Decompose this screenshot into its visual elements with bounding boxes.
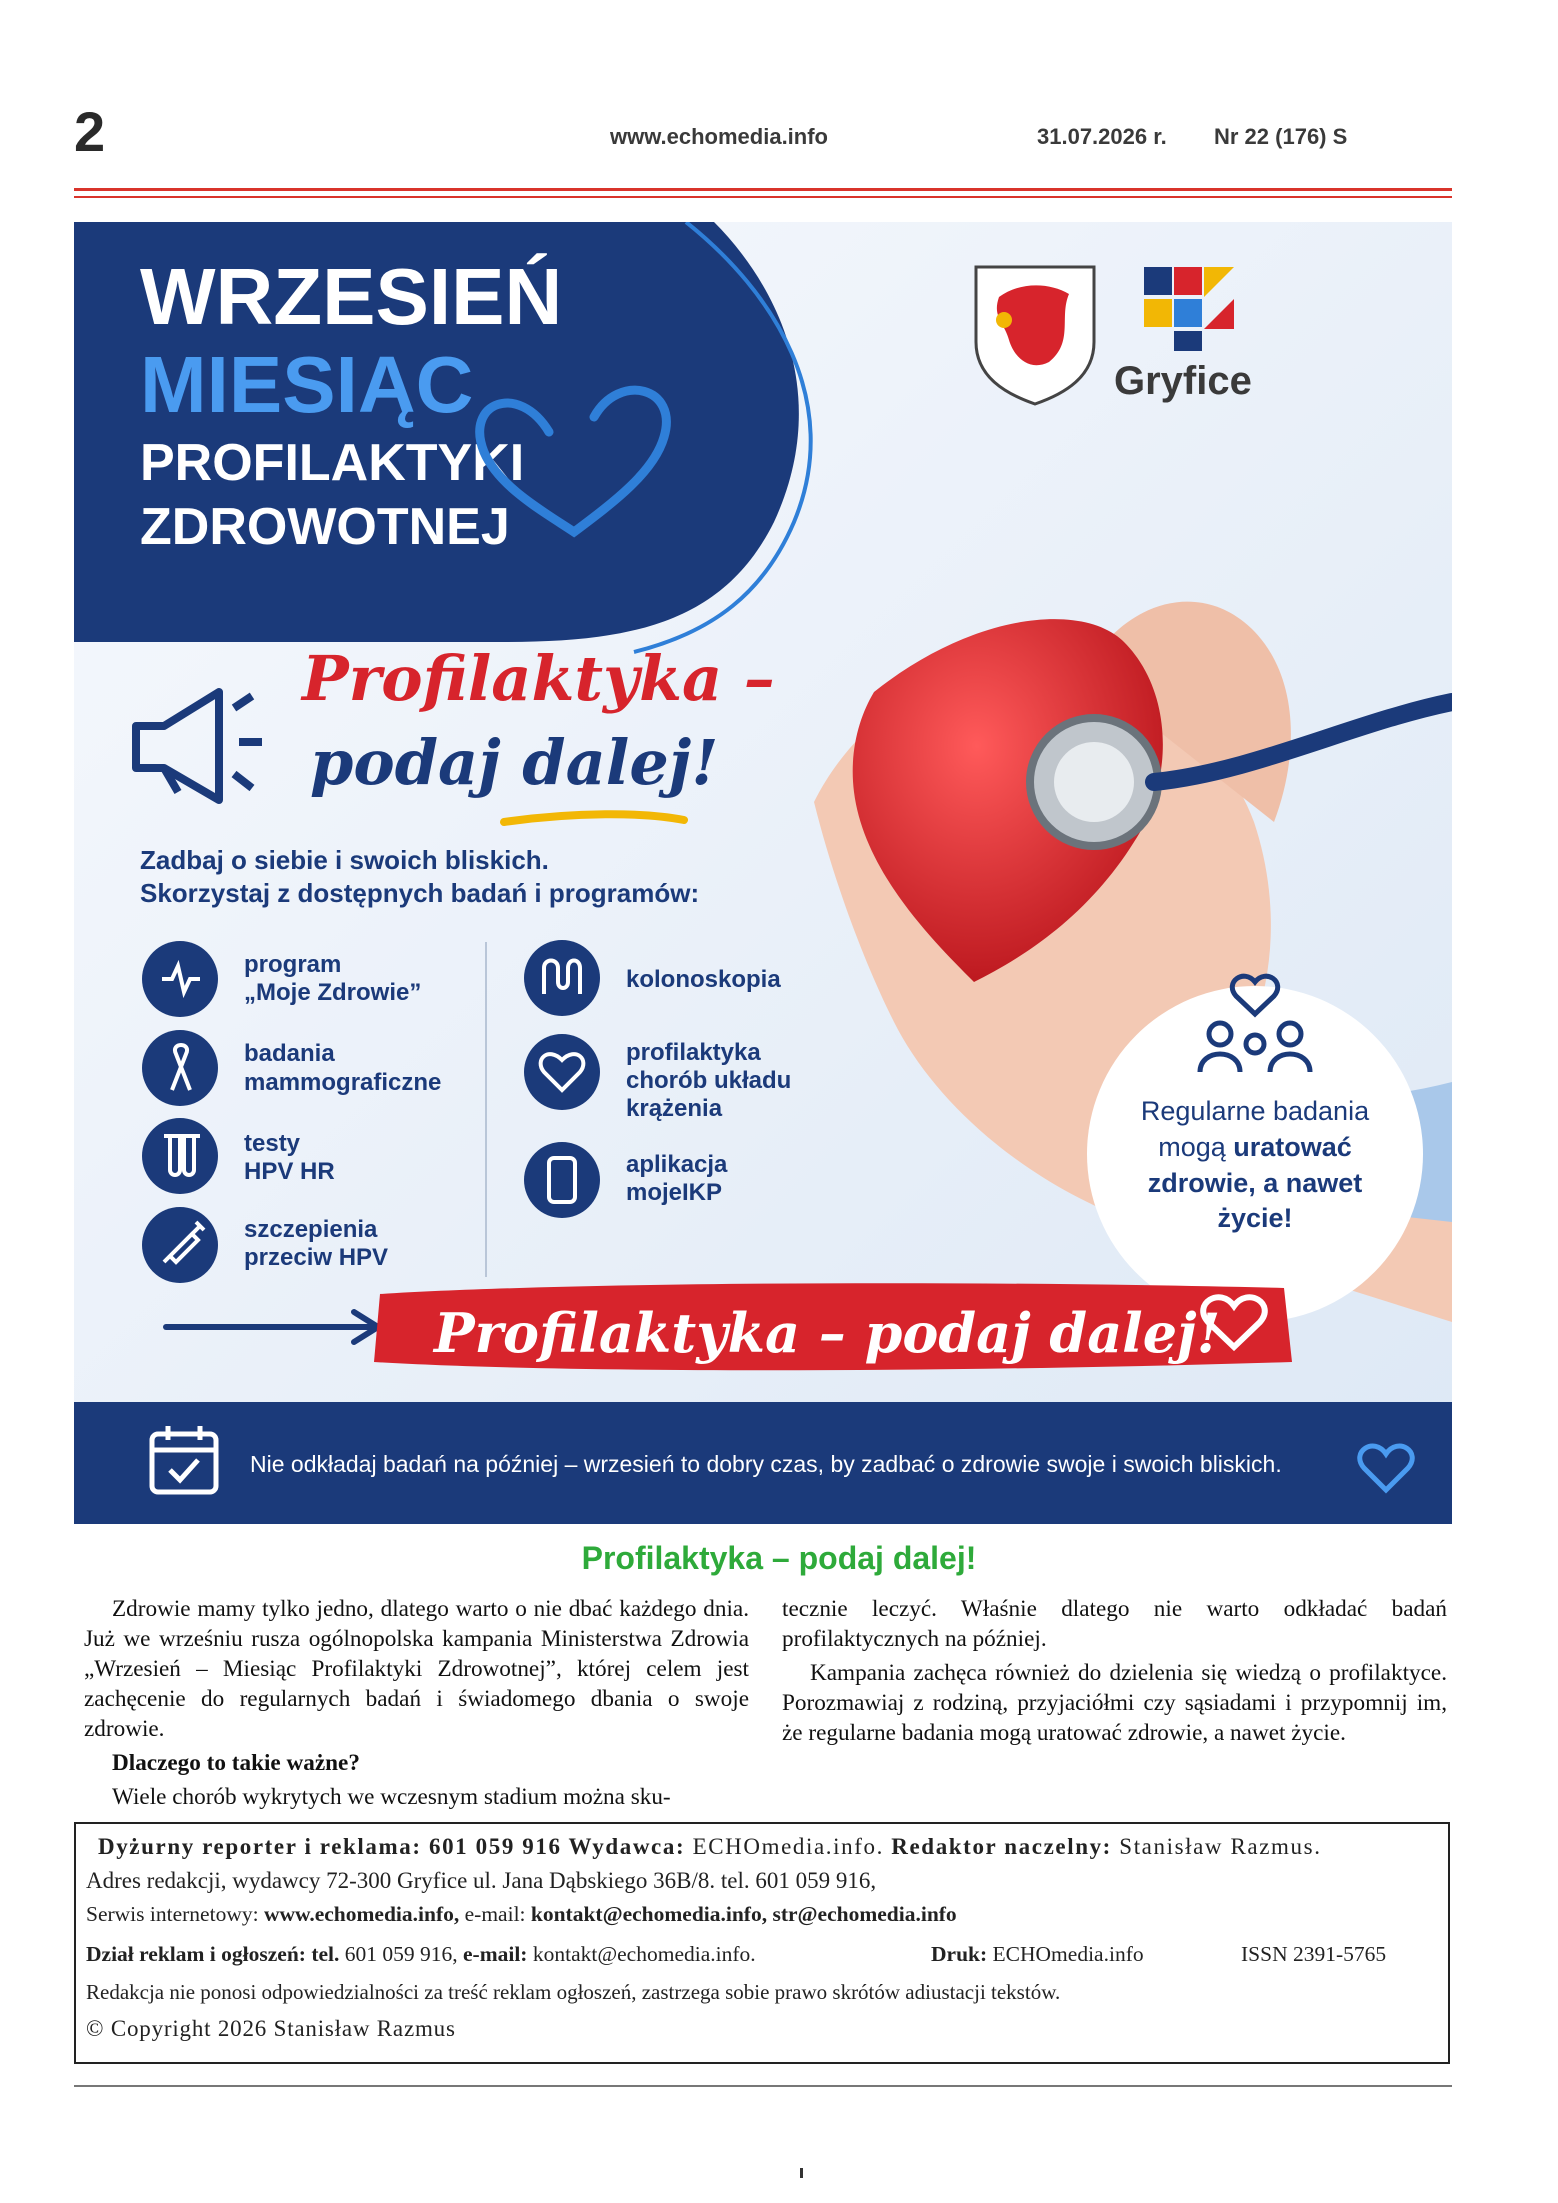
service-label: testy — [244, 1130, 301, 1157]
service-label: krążenia — [626, 1095, 723, 1122]
colophon-value: 601 059 916, — [339, 1942, 463, 1966]
page-mark — [800, 2168, 803, 2178]
poster-title-line2: MIESIĄC — [140, 340, 474, 429]
colophon-line-4 — [86, 1942, 1436, 1967]
poster-title-line4: ZDROWOTNEJ — [140, 498, 510, 556]
test-tubes-icon — [164, 1136, 200, 1175]
circle-text: Regularne badania — [1140, 1096, 1370, 1126]
article-paragraph: Kampania zachęca również do dzielenia się wiedzą o profilaktyce. Porozmawiaj z rodziną, przyjaciółmi czy sąsiadami i przypomnij im, że regularne badania mogą uratować zdrowie, a nawet życie. — [782, 1660, 1447, 1746]
colophon-issn: ISSN 2391-5765 — [1241, 1942, 1387, 1966]
banner-text: Profilaktyka – podaj dalej! — [434, 1301, 1221, 1365]
colophon-value: ECHOmedia.info — [987, 1942, 1144, 1966]
service-label: mammograficzne — [244, 1069, 442, 1096]
article-column-1 — [84, 1594, 749, 1816]
campaign-poster — [74, 222, 1452, 1524]
colophon-box — [74, 1822, 1450, 2064]
colophon-line-6: © Copyright 2026 Stanisław Razmus — [86, 2016, 456, 2041]
circle-text: mogą uratować — [1158, 1132, 1352, 1162]
article-paragraph: Wiele chorób wykrytych we wczesnym stadium można sku- — [112, 1784, 671, 1810]
service-label: chorób układu — [626, 1067, 792, 1094]
service-label: mojeIKP — [626, 1179, 723, 1206]
service-label: przeciw HPV — [244, 1244, 389, 1271]
town-name: Gryfice — [1114, 359, 1252, 403]
colophon-email-link[interactable]: kontakt@echomedia.info, str@echomedia.info — [530, 1902, 957, 1926]
colophon-label: Druk: — [931, 1942, 988, 1966]
service-label: kolonoskopia — [626, 966, 781, 993]
service-label: HPV HR — [244, 1158, 335, 1185]
colophon-label: e-mail: — [463, 1942, 528, 1966]
article-paragraph: tecznie leczyć. Właśnie dlatego nie warto odkładać badań profilaktycznych na później. — [782, 1596, 1447, 1652]
colophon-value: ECHOmedia.info. — [685, 1834, 892, 1859]
colophon-line-1 — [98, 1834, 1322, 1860]
page-number: 2 — [74, 100, 106, 163]
colophon-line-3 — [86, 1902, 957, 1927]
service-label: aplikacja — [626, 1151, 728, 1178]
service-label: badania — [244, 1040, 335, 1067]
circle-text: życie! — [1217, 1203, 1293, 1233]
article-subheading: Dlaczego to takie ważne? — [112, 1750, 360, 1776]
colophon-label: Serwis internetowy: — [86, 1902, 264, 1926]
service-label: program — [244, 951, 342, 978]
poster-slogan-line1: Profilaktyka – — [302, 642, 775, 715]
colophon-label: Dyżurny reporter i reklama: 601 059 916 Wydawca: — [98, 1834, 686, 1859]
header-rule-thin — [74, 196, 1452, 198]
colophon-label: Redaktor naczelny: — [891, 1834, 1112, 1859]
colophon-site-link[interactable]: www.echomedia.info, — [263, 1902, 460, 1926]
article-column-2 — [782, 1594, 1447, 1752]
poster-intro-line1: Zadbaj o siebie i swoich bliskich. — [140, 845, 549, 875]
article-title: Profilaktyka – podaj dalej! — [581, 1540, 977, 1576]
service-label: profilaktyka — [626, 1039, 761, 1066]
service-label: „Moje Zdrowie” — [244, 979, 422, 1006]
colophon-line-5: Redakcja nie ponosi odpowiedzialności za treść reklam ogłoszeń, zastrzega sobie prawo skrótów adiustacji tekstów. — [86, 1980, 1061, 2004]
header-rule — [74, 188, 1452, 191]
service-label: szczepienia — [244, 1216, 378, 1243]
header-date: 31.07.2026 r. — [1037, 124, 1167, 149]
colophon-label: Dział reklam i ogłoszeń: tel. — [86, 1942, 340, 1966]
colophon-value: Stanisław Razmus. — [1111, 1834, 1322, 1859]
poster-slogan-line2: podaj dalej! — [310, 726, 719, 799]
colophon-label: e-mail: — [459, 1902, 531, 1926]
circle-text: zdrowie, a nawet — [1147, 1168, 1363, 1198]
footer-text: Nie odkładaj badań na później – wrzesień to dobry czas, by zadbać o zdrowie swoje i swoich bliskich. — [250, 1451, 1282, 1477]
header-website[interactable]: www.echomedia.info — [610, 124, 828, 149]
colophon-line-2: Adres redakcji, wydawcy 72-300 Gryfice ul. Jana Dąbskiego 36B/8. tel. 601 059 916, — [86, 1868, 877, 1893]
poster-title-line1: WRZESIEŃ — [140, 252, 563, 341]
poster-intro-line2: Skorzystaj z dostępnych badań i programów: — [140, 878, 700, 908]
poster-title-line3: PROFILAKTYKI — [140, 434, 525, 492]
article-paragraph: Zdrowie mamy tylko jedno, dlatego warto o nie dbać każdego dnia. Już we wrześniu rusza ogólnopolska kampania Ministerstwa Zdrowia „Wrzesień – Miesiąc Profilaktyki Zdrowotnej”, której celem jest zachęcenie do regularnych badań i świadomego dbania o swoje zdrowie. — [84, 1596, 749, 1742]
footer-rule — [74, 2085, 1452, 2087]
header-issue: Nr 22 (176) S — [1214, 124, 1348, 149]
colophon-email-link[interactable]: kontakt@echomedia.info. — [527, 1942, 756, 1966]
